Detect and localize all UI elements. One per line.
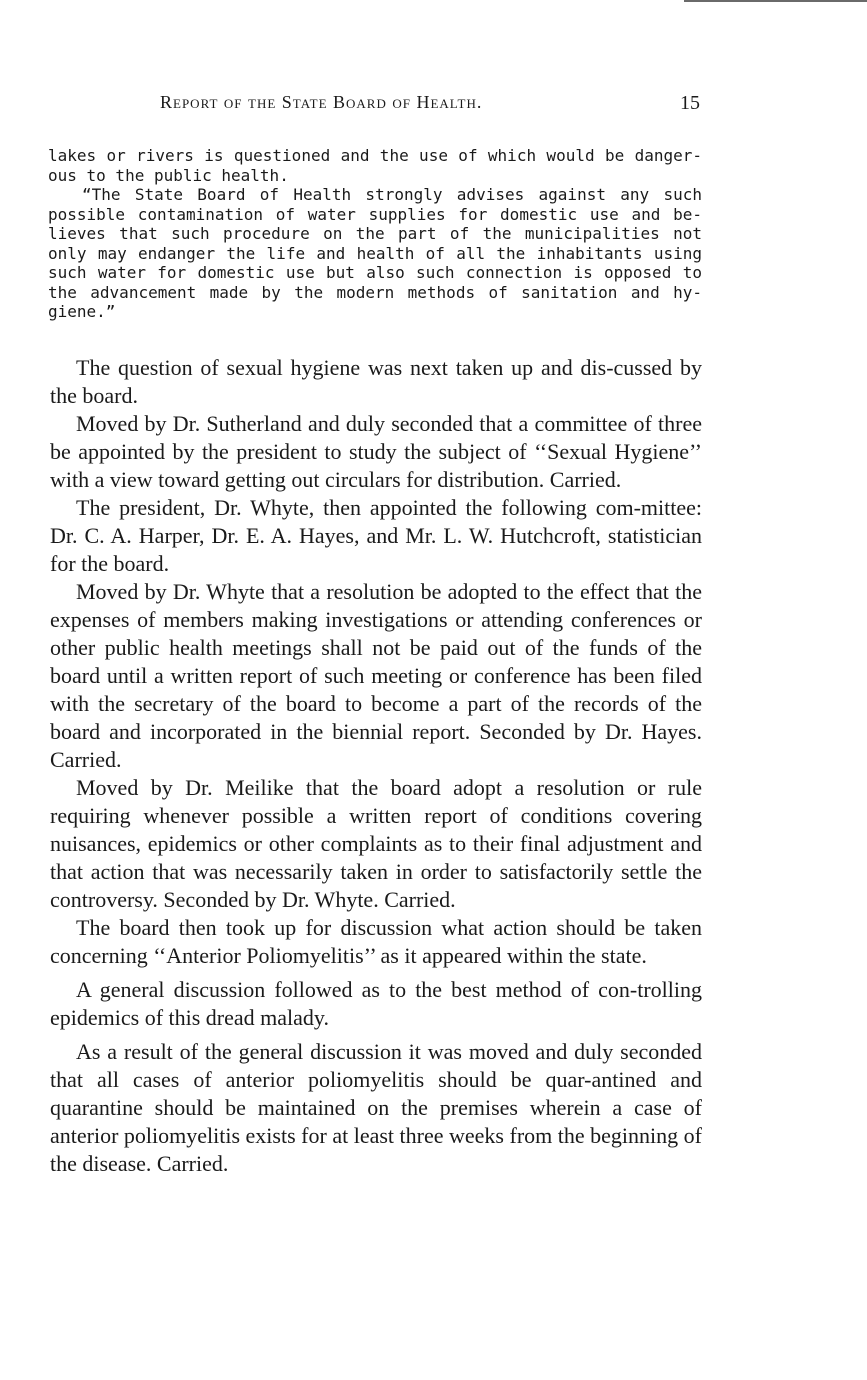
running-head: Report of the State Board of Health. — [160, 92, 483, 112]
body-paragraph: A general discussion followed as to the best method of con-trolling epidemics of this dread malady. — [50, 977, 702, 1030]
body-paragraph: The president, Dr. Whyte, then appointed the following com-mittee: Dr. C. A. Harper, Dr. E. A. Hayes, and Mr. L. W. Hutchcroft, statistician for the board. — [50, 495, 702, 576]
page-number: 15 — [680, 92, 700, 114]
quote-paragraph: “The State Board of Health strongly advises against any such possible contamination of water supplies for domestic use and be-lieves that such procedure on the part of the municipalities not only may endanger the life and health of all the inhabitants using such water for domestic use but also such connection is opposed to the advancement made by the modern methods of sanitation and hy-giene.” — [48, 185, 702, 321]
body-paragraph: Moved by Dr. Whyte that a resolution be adopted to the effect that the expenses of members making investigations or attending conferences or other public health meetings shall not be paid out of the funds of the board until a written report of such meeting or conference has been filed with the secretary of the board to become a part of the records of the board and incorporated in the biennial report. Seconded by Dr. Hayes. Carried. — [50, 579, 702, 772]
page-edge-rule — [684, 0, 867, 2]
body-paragraph: The board then took up for discussion what action should be taken concerning ‘‘Anterior Poliomyelitis’’ as it appeared within the state. — [50, 915, 702, 968]
body-paragraph: Moved by Dr. Sutherland and duly seconded that a committee of three be appointed by the president to study the subject of ‘‘Sexual Hygiene’’ with a view toward getting out circulars for distribution. Carried. — [50, 411, 702, 492]
quoted-resolution — [48, 146, 702, 322]
page-header — [50, 92, 702, 122]
body-paragraph: The question of sexual hygiene was next taken up and dis-cussed by the board. — [50, 355, 702, 408]
body-paragraph: As a result of the general discussion it was moved and duly seconded that all cases of anterior poliomyelitis should be quar-antined and quarantine should be maintained on the premises wherein a case of anterior poliomyelitis exists for at least three weeks from the beginning of the disease. Carried. — [50, 1039, 702, 1176]
quote-paragraph: lakes or rivers is questioned and the use of which would be danger-ous to the public health. — [48, 146, 702, 185]
body-paragraph: Moved by Dr. Meilike that the board adopt a resolution or rule requiring whenever possible a written report of conditions covering nuisances, epidemics or other complaints as to their final adjustment and that action that was necessarily taken in order to satisfactorily settle the controversy. Seconded by Dr. Whyte. Carried. — [50, 775, 702, 912]
minutes-body — [50, 354, 702, 1178]
